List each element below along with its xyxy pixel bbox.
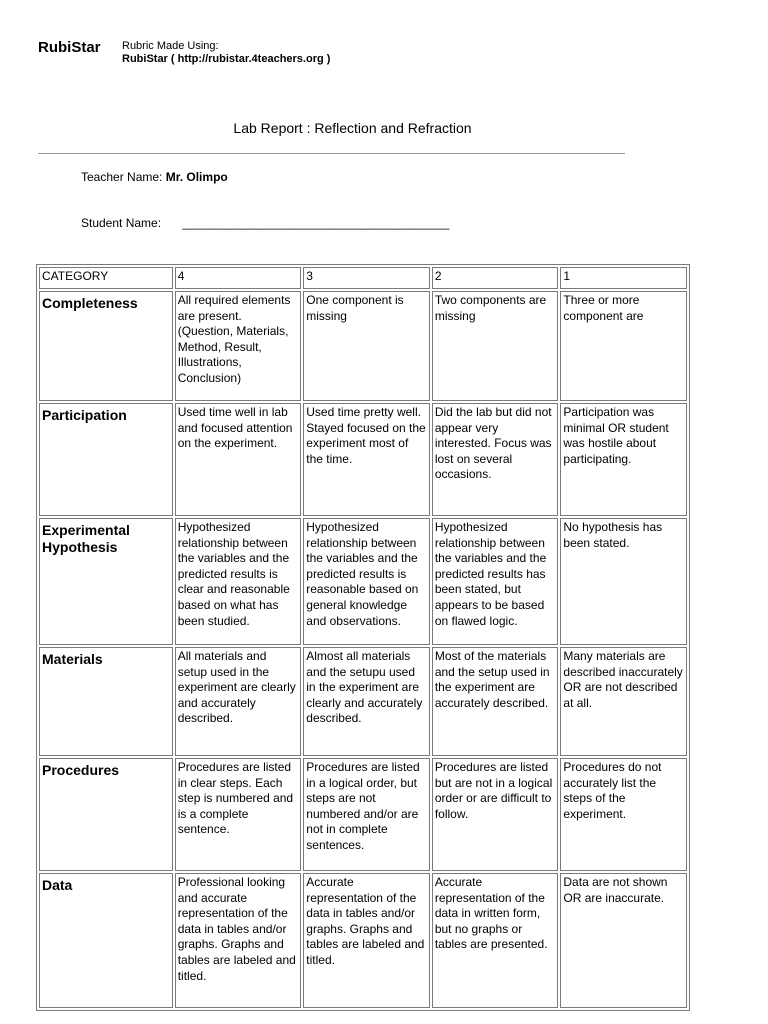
criteria-cell: Hypothesized relationship between the variables and the predicted results is reasonable based on general knowledge and observations. — [303, 518, 430, 645]
criteria-cell: Procedures are listed in a logical order, but steps are not numbered and/or are not in complete sentences. — [303, 758, 430, 871]
criteria-cell: Most of the materials and the setup used in the experiment are accurately described. — [432, 647, 559, 756]
column-header-score-2: 2 — [432, 267, 559, 289]
brand-logo-text: RubiStar — [38, 39, 101, 56]
criteria-cell: Procedures do not accurately list the steps of the experiment. — [560, 758, 687, 871]
table-row — [39, 403, 687, 516]
category-cell: Materials — [39, 647, 173, 756]
category-cell: Completeness — [39, 291, 173, 401]
criteria-cell: Almost all materials and the setupu used in the experiment are clearly and accurately described. — [303, 647, 430, 756]
title-divider — [38, 153, 625, 154]
criteria-cell: Professional looking and accurate representation of the data in tables and/or graphs. Graphs and tables are labeled and titled. — [175, 873, 302, 1008]
column-header-score-3: 3 — [303, 267, 430, 289]
teacher-name-label: Teacher Name: — [81, 170, 163, 184]
criteria-cell: Procedures are listed but are not in a logical order or are difficult to follow. — [432, 758, 559, 871]
category-cell: Experimental Hypothesis — [39, 518, 173, 645]
criteria-cell: Many materials are described inaccurately OR are not described at all. — [560, 647, 687, 756]
criteria-cell: Used time pretty well. Stayed focused on the experiment most of the time. — [303, 403, 430, 516]
category-cell: Participation — [39, 403, 173, 516]
student-name-blank: ________________________________________ — [182, 216, 450, 230]
criteria-cell: Two components are missing — [432, 291, 559, 401]
rubric-header-row — [39, 267, 687, 289]
column-header-score-4: 4 — [175, 267, 302, 289]
table-row — [39, 758, 687, 871]
category-cell: Data — [39, 873, 173, 1008]
criteria-cell: One component is missing — [303, 291, 430, 401]
criteria-cell: Procedures are listed in clear steps. Each step is numbered and is a complete sentence. — [175, 758, 302, 871]
made-using-note — [122, 40, 330, 66]
criteria-cell: Used time well in lab and focused attention on the experiment. — [175, 403, 302, 516]
criteria-cell: Three or more component are — [560, 291, 687, 401]
student-name-label: Student Name: — [81, 216, 162, 230]
category-cell: Procedures — [39, 758, 173, 871]
table-row — [39, 647, 687, 756]
criteria-cell: Hypothesized relationship between the variables and the predicted results has been stated, but appears to be based on flawed logic. — [432, 518, 559, 645]
teacher-name-row — [81, 170, 228, 184]
criteria-cell: Data are not shown OR are inaccurate. — [560, 873, 687, 1008]
student-name-row — [81, 216, 449, 230]
criteria-cell: Accurate representation of the data in tables and/or graphs. Graphs and tables are labeled and titled. — [303, 873, 430, 1008]
column-header-score-1: 1 — [560, 267, 687, 289]
criteria-cell: Did the lab but did not appear very interested. Focus was lost on several occasions. — [432, 403, 559, 516]
made-using-label: Rubric Made Using: — [122, 40, 219, 52]
criteria-cell: Accurate representation of the data in written form, but no graphs or tables are presented. — [432, 873, 559, 1008]
teacher-name-value: Mr. Olimpo — [165, 170, 228, 184]
table-row — [39, 518, 687, 645]
column-header-category: CATEGORY — [39, 267, 173, 289]
table-row — [39, 873, 687, 1008]
criteria-cell: Participation was minimal OR student was hostile about participating. — [560, 403, 687, 516]
table-row — [39, 291, 687, 401]
criteria-cell: All materials and setup used in the experiment are clearly and accurately described. — [175, 647, 302, 756]
criteria-cell: Hypothesized relationship between the variables and the predicted results is clear and reasonable based on what has been studied. — [175, 518, 302, 645]
made-using-url: RubiStar ( http://rubistar.4teachers.org ) — [122, 53, 331, 65]
criteria-cell: No hypothesis has been stated. — [560, 518, 687, 645]
rubric-table — [36, 264, 690, 1011]
criteria-cell: All required elements are present. (Question, Materials, Method, Result, Illustrations, Conclusion) — [175, 291, 302, 401]
page-title: Lab Report : Reflection and Refraction — [233, 120, 472, 136]
